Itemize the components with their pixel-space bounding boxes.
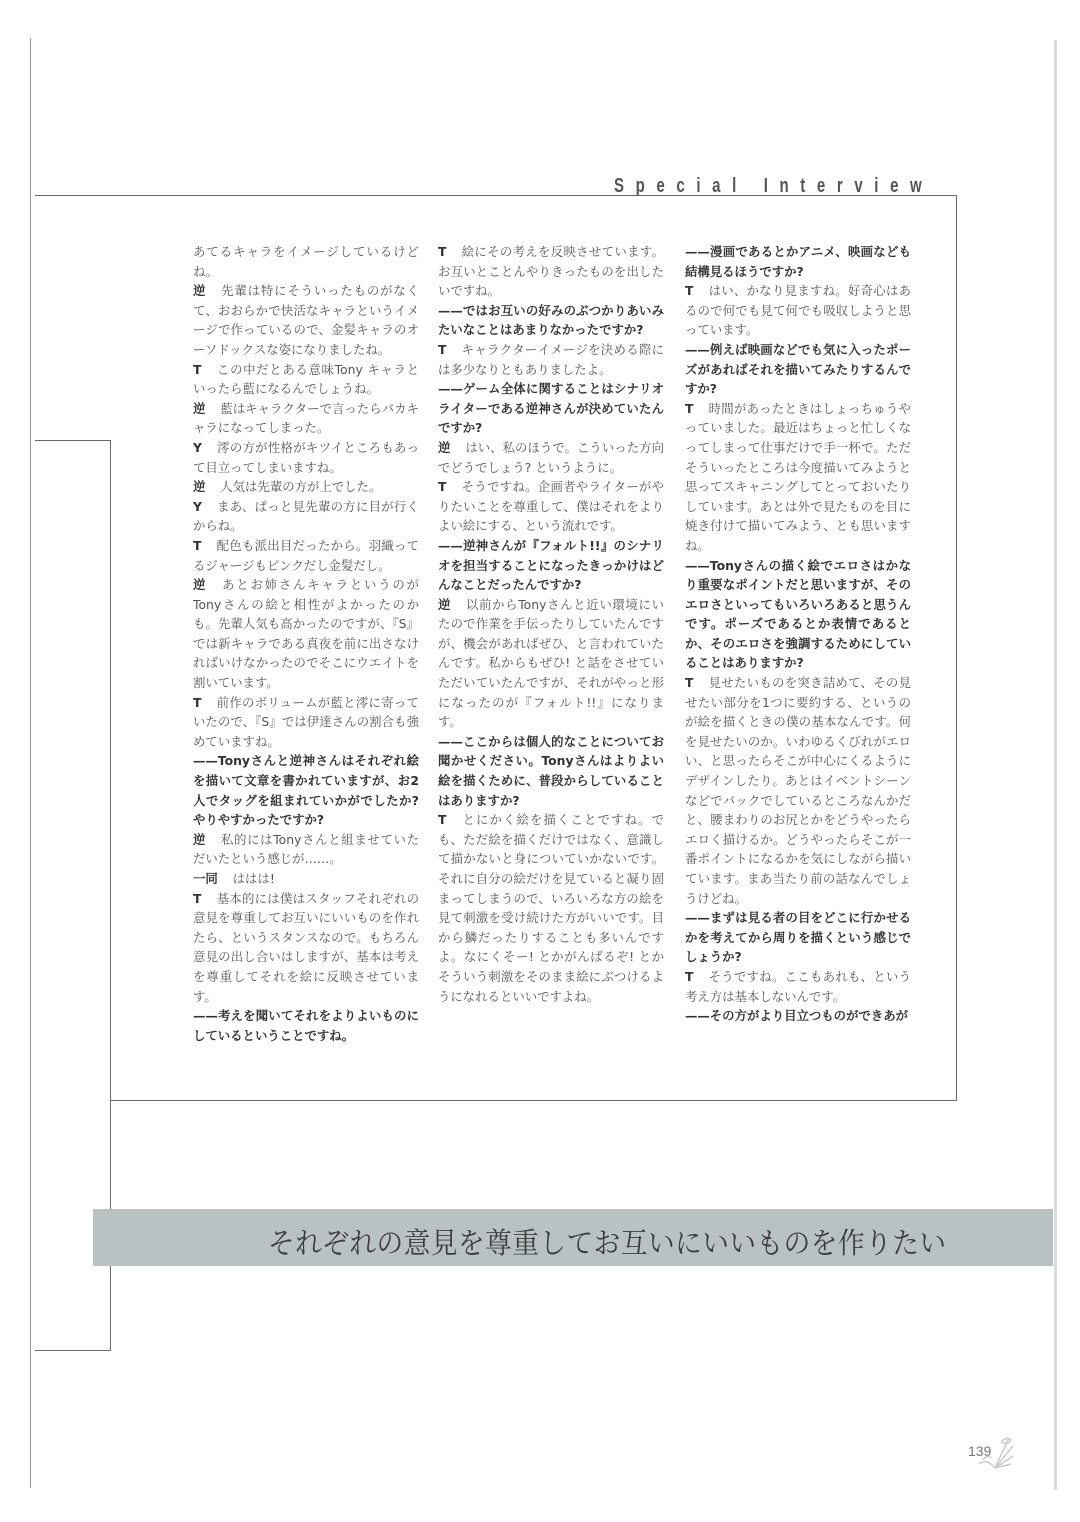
speaker-label: T [438,812,447,828]
interview-question [193,1006,419,1045]
paragraph-text: ——ゲーム全体に関することはシナリオライターである逆神さんが決めていたんですか? [438,381,664,436]
speaker-label: 逆 [193,479,206,495]
paragraph-text: 藍はキャラクターで言ったらバカキャラになってしまった。 [193,400,419,436]
speaker-label: Y [193,439,202,455]
speaker-label: T [685,400,694,416]
interview-question [685,242,911,281]
paragraph-text: あとお姉さんキャラというのがTonyさんの絵と相性がよかったのかも。先輩人気も高かったのですが、『S』では新キャラである真夜を前に出さなければいけなかったのでそこにウエイトを割いています。 [193,577,420,691]
paragraph-text: ——ではお互いの好みのぶつかりあいみたいなことはあまりなかったですか? [438,302,664,338]
speaker-label: 一同 [193,871,218,886]
speaker-label: T [193,361,202,377]
paragraph-text: ——漫画であるとかアニメ、映画なども結構見るほうですか? [685,244,911,279]
paragraph-text: ——その方がより目立つものができあが [685,1008,909,1024]
side-box-top [35,440,111,441]
paragraph-text: 配色も派出目だったから。羽織ってるジャージもピンクだし金髪だし。 [193,537,419,573]
interview-answer [193,360,419,399]
interview-question [438,732,664,810]
interview-answer [193,399,419,438]
paragraph-text: とにかく絵を描くことですね。でも、ただ絵を描くだけではなく、意識して描かないと身についていかないです。それに自分の絵だけを見ていると凝り固まってしまうので、いろいろな方の絵を見て刺激を受け続けた方がいいです。目から鱗だったりすることも多いんですよ。なにくそー! とかがんばるぞ! とかそういう刺激をそのまま絵にぶつけるようになれるといいですよね。 [438,812,664,1004]
content-box-right [956,195,957,1100]
pull-quote-text: それぞれの意見を尊重してお互いにいいものを作りたい [268,1226,947,1260]
interview-answer [193,869,419,889]
interview-question [685,908,911,967]
interview-answer [438,438,664,477]
speaker-label: T [685,675,694,691]
interview-answer [193,438,419,477]
paragraph-text: 見せたいものを突き詰めて、その見せたい部分を1つに要約する、というのが絵を描くときの僕の基本なんです。何を見せたいのか。いわゆるくびれがエロい、と思ったらそこが中心にくるようにデザインしたり。あとはイベントシーンなどでバックでしているところなんかだと、腰まわりのお尻とかをどうやったらエロく描けるか。どうやったらそこが一番ポイントになるかを気にしながら描いています。まあ当たり前の話なんでしょうけどね。 [685,675,911,906]
paragraph-text: そうですね。ここもあれも、という考え方は基本しないんです。 [685,968,911,1004]
paragraph-text: ——考えを聞いてそれをよりよいものにしているということですね。 [193,1008,419,1043]
speaker-label: T [685,968,694,984]
interview-answer [438,595,664,732]
interview-answer [685,281,911,340]
interview-answer [193,497,419,536]
paragraph-text: ——まずは見る者の目をどこに行かせるかを考えてから周りを描くという感じでしょうか? [685,910,911,965]
interview-answer [438,340,664,379]
side-box-bottom [35,1350,111,1351]
interview-answer [685,399,911,556]
interview-answer [438,242,664,301]
interview-question [685,1006,911,1026]
interview-question [193,751,432,829]
interview-answer [193,693,419,752]
paragraph-text: ——例えば映画などでも気に入ったポーズがあればそれを描いてみたりするんですか? [685,341,911,397]
paragraph-text: そうですね。企画者やライターがやりたいことを尊重して、僕はそれをよりよい絵にする、という流れです。 [438,479,664,534]
speaker-label: T [193,694,202,710]
interview-answer [685,967,911,1006]
section-header: Special Interview [614,175,934,197]
speaker-label: T [438,479,447,495]
interview-question [438,379,664,438]
paragraph-text: 澪の方が性格がキツイところもあって目立ってしまいますね。 [193,439,419,475]
paragraph-text: ——ここからは個人的なことについてお聞かせください。Tonyさんはよりよい絵を描くために、普段からしていることはありますか? [438,733,664,808]
left-margin-line [30,38,31,1488]
interview-question [438,536,664,595]
paragraph-text: キャラクターイメージを決める際には多少なりともありましたよ。 [438,341,664,377]
paragraph-text: まあ、ぱっと見先輩の方に目が行くからね。 [193,498,419,534]
speaker-label: 逆 [438,596,452,612]
paragraph-text: 以前からTonyさんと近い環境にいたので作業を手伝ったりしていたんですが、機会があればぜひ、と言われていたんです。私からもぜひ! と話をさせていただいていたんですが、それがやっと形になったのが『フォルト!!』になります。 [438,596,665,730]
paragraph-text: 人気は先輩の方が上でした。 [220,479,382,495]
speaker-label: T [685,283,694,299]
paragraph-text: 絵にその考えを反映させています。お互いとことんやりきったものを出したいですね。 [438,244,664,299]
paragraph-text: あてるキャラをイメージしているけどね。 [193,244,419,279]
speaker-label: 逆 [193,831,207,847]
speaker-label: 逆 [193,283,207,299]
floral-ornament-icon [975,1432,1015,1472]
speaker-label: 逆 [193,400,206,416]
interview-question [685,556,911,674]
paragraph-text: はい、かなり見ますね。好奇心はあるので何でも見て何でも吸収しようと思っています。 [685,283,911,338]
paragraph-text: この中だとある意味Tony キャラといったら藍になるんでしょうね。 [193,361,419,397]
interview-answer [438,810,664,1006]
interview-question [685,340,911,399]
paragraph-text: ははは! [232,871,275,886]
interview-answer [193,536,419,575]
page-number: 139 [968,1443,992,1459]
paragraph-text: はい、私のほうで。こういった方向でどうでしょう? というように。 [438,439,664,475]
interview-question [438,301,664,340]
speaker-label: T [193,890,202,906]
interview-answer [438,477,664,536]
paragraph-text: 私的にはTonyさんと組ませていただいたという感じが……。 [193,831,420,867]
paragraph-text: 前作のボリュームが藍と澪に寄っていたので、『S』では伊達さんの割合も強めていますね。 [193,694,419,749]
article-column-3 [685,242,911,1026]
speaker-label: T [438,341,447,357]
interview-answer [193,242,419,281]
speaker-label: Y [193,498,202,514]
interview-answer [193,477,419,497]
speaker-label: 逆 [438,439,451,455]
interview-answer [685,673,911,908]
article-column-1 [193,242,432,1045]
article-column-2 [438,242,664,1006]
interview-answer [193,830,419,869]
paragraph-text: ——Tonyさんの描く絵でエロさはかなり重要なポイントだと思いますが、そのエロさといってもいろいろあると思うんです。ポーズであるとか表情であるとか、そのエロさを強調するためにしていることはありますか? [685,557,911,671]
paragraph-text: ——Tonyさんと逆神さんはそれぞれ絵を描いて文章を書かれていますが、お2人でタッグを組まれていかがでしたか? やりやすかったですか? [193,753,432,828]
right-margin-line [1054,40,1057,1490]
speaker-label: T [193,537,202,553]
paragraph-text: 基本的には僕はスタッフそれぞれの意見を尊重してお互いにいいものを作れたら、というスタンスなので。もちろん意見の出し合いはしますが、基本は考えを尊重してそれを絵に反映させています。 [193,890,419,1004]
paragraph-text: ——逆神さんが『フォルト!!』のシナリオを担当することになったきっかけはどんなことだったんですか? [438,537,664,593]
paragraph-text: 先輩は特にそういったものがなくて、おおらかで快活なキャラというイメージで作っているので、金髪キャラのオーソドックスな姿になりましたね。 [193,283,420,357]
content-box-bottom [110,1100,957,1101]
paragraph-text: 時間があったときはしょっちゅうやっていました。最近はちょっと忙しくなってしまって仕事だけで手一杯で。ただそういったところは今度描いてみようと思ってスキャニングしてとっておいたりしています。あとは外で見たものを目に焼き付けて描いてみよう、とも思いますね。 [685,400,911,553]
interview-answer [193,575,419,693]
speaker-label: T [438,244,447,259]
interview-answer [193,281,419,359]
interview-answer [193,889,419,1007]
speaker-label: 逆 [193,577,208,593]
